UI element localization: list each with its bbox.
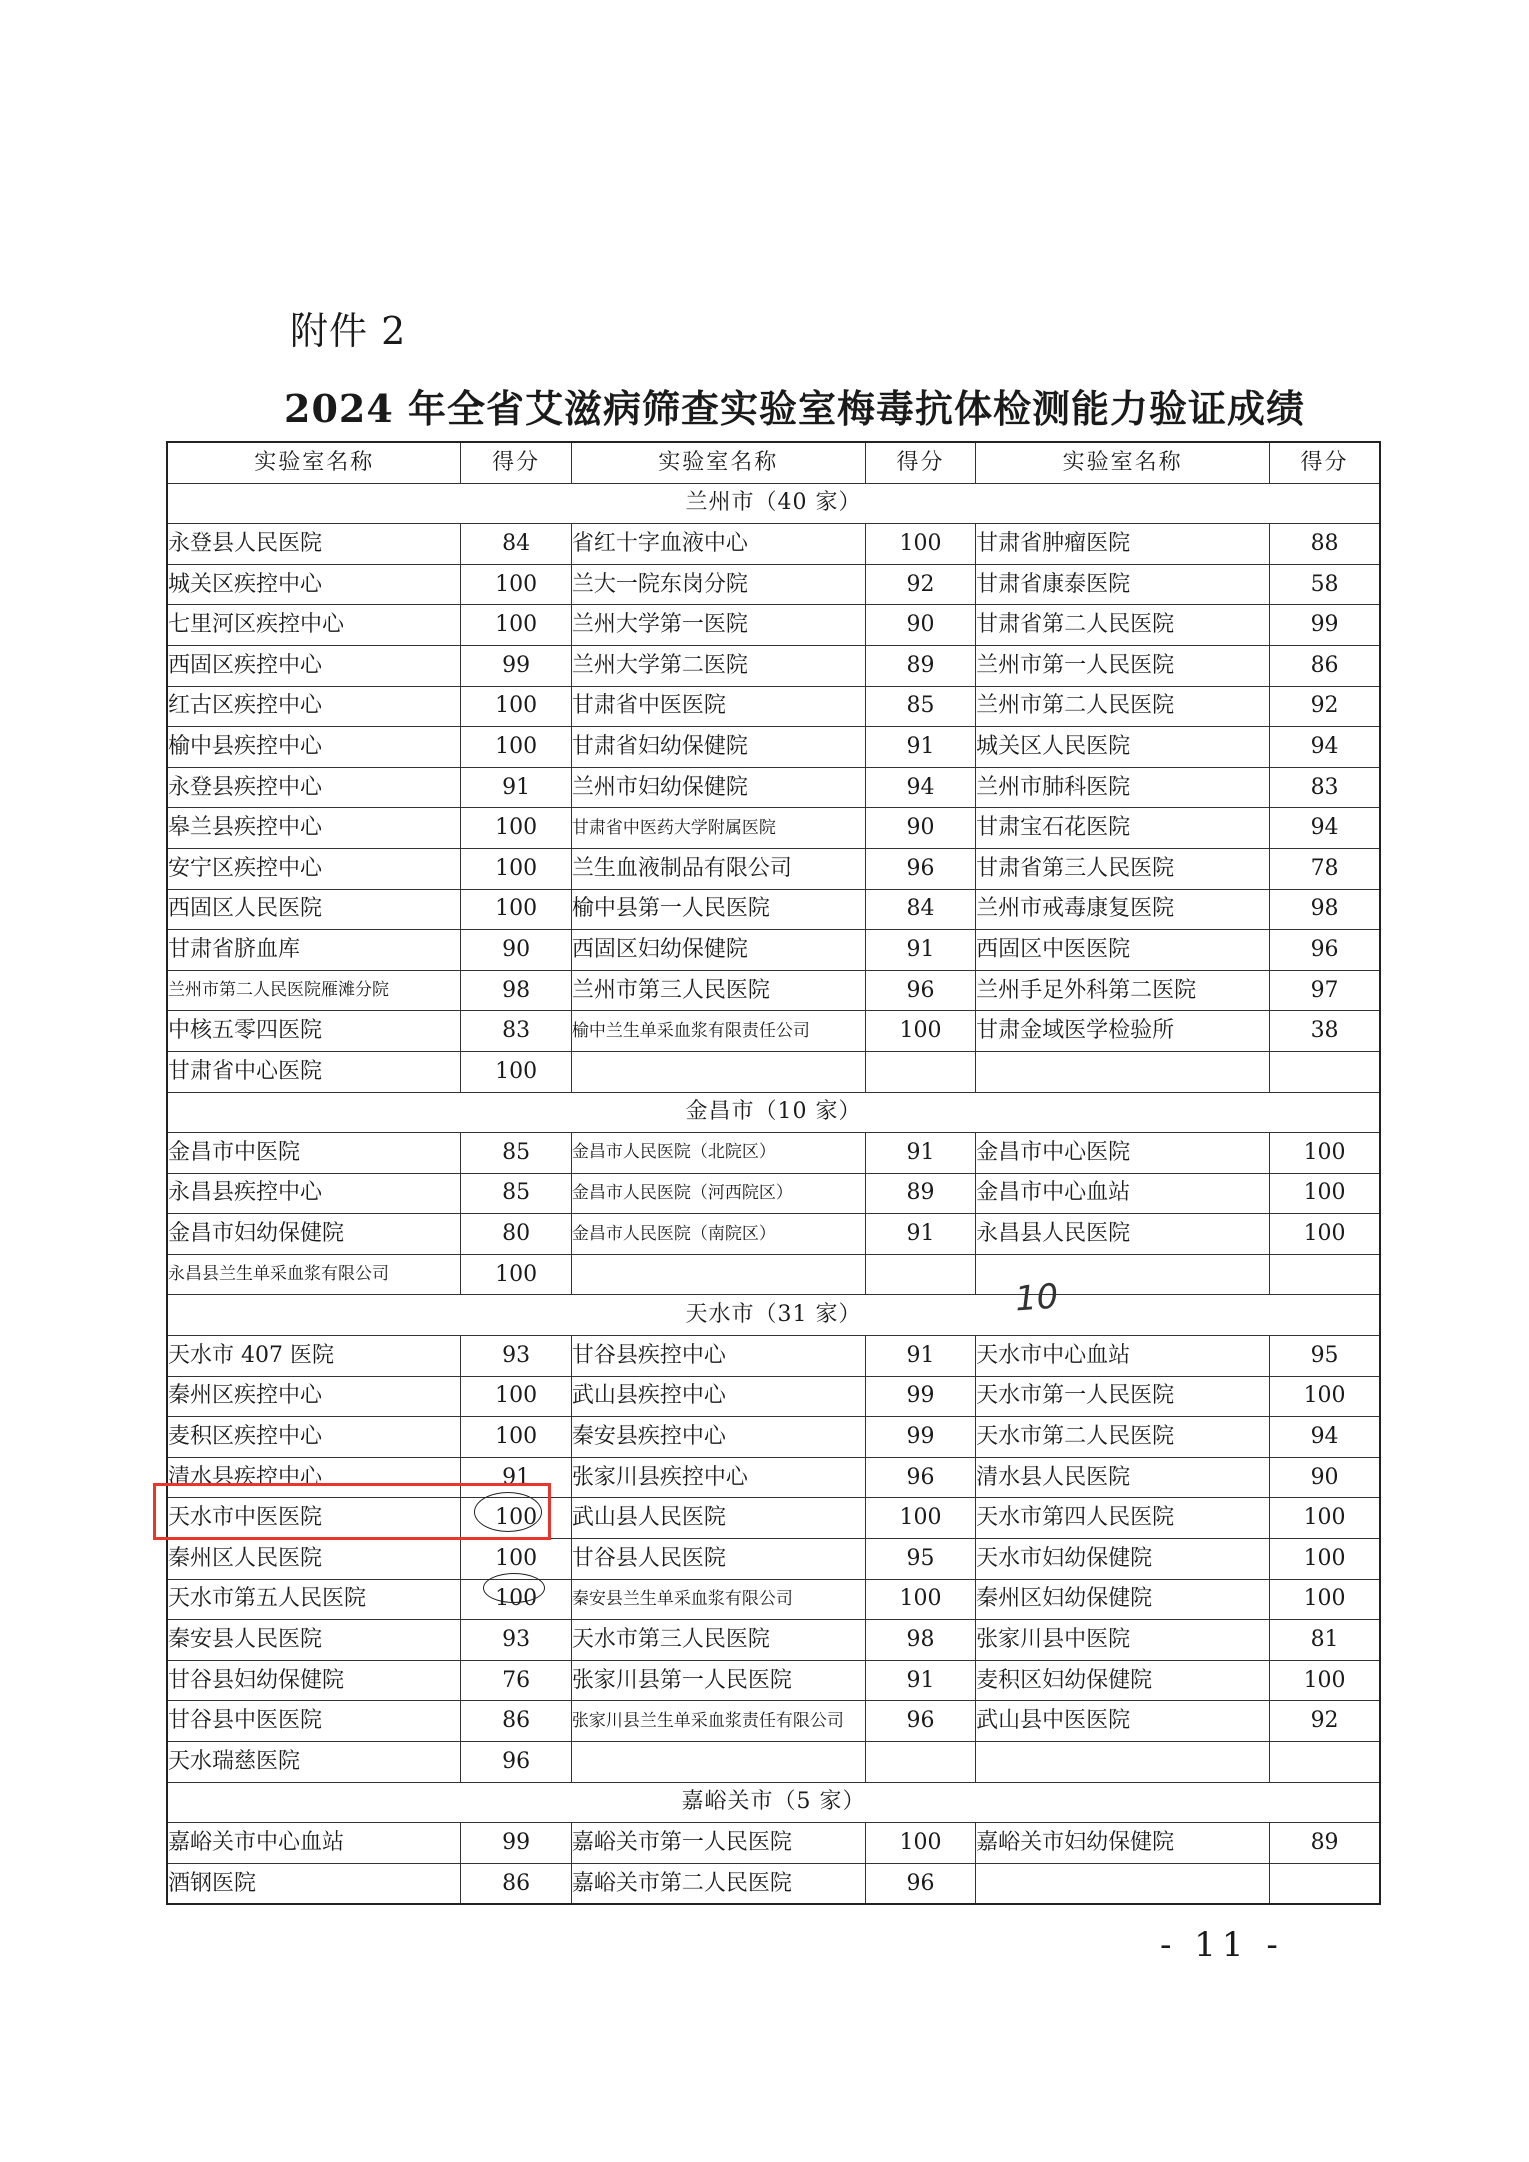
score-cell: 89 — [1270, 1823, 1380, 1864]
lab-name-cell: 天水市第一人民医院 — [976, 1376, 1270, 1417]
table-row — [167, 930, 1380, 971]
lab-name-cell: 甘肃省第三人民医院 — [976, 848, 1270, 889]
score-cell: 98 — [1270, 889, 1380, 930]
score-cell: 91 — [865, 1660, 975, 1701]
score-cell: 100 — [461, 686, 571, 727]
score-cell: 100 — [1270, 1498, 1380, 1539]
score-circle-mark — [474, 1492, 542, 1532]
score-cell: 100 — [1270, 1133, 1380, 1174]
table-row — [167, 1823, 1380, 1864]
score-cell: 100 — [461, 605, 571, 646]
score-cell: 92 — [1270, 686, 1380, 727]
score-cell: 96 — [865, 848, 975, 889]
lab-name-cell: 武山县人民医院 — [571, 1498, 865, 1539]
score-cell: 83 — [1270, 767, 1380, 808]
score-cell — [865, 1254, 975, 1295]
lab-name-cell: 安宁区疾控中心 — [167, 848, 461, 889]
score-cell — [1270, 1051, 1380, 1092]
table-row — [167, 1133, 1380, 1174]
lab-name-cell: 甘肃省中心医院 — [167, 1051, 461, 1092]
lab-name-cell: 兰州市妇幼保健院 — [571, 767, 865, 808]
score-cell: 100 — [461, 889, 571, 930]
score-cell: 98 — [461, 970, 571, 1011]
score-cell — [1270, 1742, 1380, 1783]
lab-name-cell: 酒钢医院 — [167, 1863, 461, 1904]
table-header-row — [167, 442, 1380, 483]
score-cell: 92 — [865, 564, 975, 605]
score-cell: 99 — [461, 645, 571, 686]
table-row — [167, 1254, 1380, 1295]
score-cell — [1270, 1254, 1380, 1295]
table-row — [167, 970, 1380, 1011]
score-cell: 96 — [865, 1701, 975, 1742]
lab-name-cell: 嘉峪关市中心血站 — [167, 1823, 461, 1864]
lab-name-cell: 天水瑞慈医院 — [167, 1742, 461, 1783]
score-cell: 85 — [461, 1133, 571, 1174]
score-cell: 99 — [1270, 605, 1380, 646]
score-cell: 100 — [461, 1417, 571, 1458]
lab-name-cell — [571, 1254, 865, 1295]
lab-name-cell: 天水市中医医院 — [167, 1498, 461, 1539]
lab-name-cell: 张家川县中医院 — [976, 1620, 1270, 1661]
document-title: 2024 年全省艾滋病筛查实验室梅毒抗体检测能力验证成绩 — [284, 386, 1305, 431]
score-cell: 98 — [865, 1620, 975, 1661]
lab-name-cell: 秦安县兰生单采血浆有限公司 — [571, 1579, 865, 1620]
attachment-label: 附件 2 — [290, 309, 407, 353]
lab-name-cell: 兰州大学第二医院 — [571, 645, 865, 686]
lab-name-cell: 金昌市人民医院（北院区） — [571, 1133, 865, 1174]
score-cell: 96 — [461, 1742, 571, 1783]
score-circle-mark — [483, 1573, 545, 1603]
lab-name-cell: 中核五零四医院 — [167, 1011, 461, 1052]
lab-name-cell: 永登县人民医院 — [167, 524, 461, 565]
lab-name-cell: 甘谷县人民医院 — [571, 1539, 865, 1580]
score-cell: 100 — [461, 808, 571, 849]
section-row — [167, 1092, 1380, 1133]
table-row — [167, 686, 1380, 727]
score-cell: 100 — [461, 1539, 571, 1580]
score-cell: 91 — [865, 930, 975, 971]
score-cell: 94 — [1270, 808, 1380, 849]
score-cell: 97 — [1270, 970, 1380, 1011]
lab-name-cell: 甘谷县中医医院 — [167, 1701, 461, 1742]
score-cell: 94 — [1270, 727, 1380, 768]
score-cell: 91 — [461, 1457, 571, 1498]
score-cell: 100 — [1270, 1376, 1380, 1417]
table-row — [167, 727, 1380, 768]
section-row — [167, 1295, 1380, 1336]
score-cell: 91 — [865, 727, 975, 768]
lab-name-cell: 西固区疾控中心 — [167, 645, 461, 686]
lab-name-cell: 兰州手足外科第二医院 — [976, 970, 1270, 1011]
score-cell: 58 — [1270, 564, 1380, 605]
lab-name-cell: 甘谷县妇幼保健院 — [167, 1660, 461, 1701]
score-cell: 38 — [1270, 1011, 1380, 1052]
section-title: 金昌市（10 家） — [167, 1092, 1380, 1133]
score-cell: 100 — [461, 1254, 571, 1295]
lab-name-cell: 天水市 407 医院 — [167, 1336, 461, 1377]
score-cell: 100 — [1270, 1660, 1380, 1701]
score-cell: 85 — [865, 686, 975, 727]
lab-name-cell: 西固区妇幼保健院 — [571, 930, 865, 971]
lab-name-cell — [976, 1051, 1270, 1092]
lab-name-cell: 甘肃省脐血库 — [167, 930, 461, 971]
section-title: 天水市（31 家） — [167, 1295, 1380, 1336]
lab-name-cell: 秦安县人民医院 — [167, 1620, 461, 1661]
lab-name-cell: 皋兰县疾控中心 — [167, 808, 461, 849]
lab-name-cell: 天水市第五人民医院 — [167, 1579, 461, 1620]
header-score: 得分 — [865, 442, 975, 483]
lab-name-cell: 甘肃宝石花医院 — [976, 808, 1270, 849]
header-score: 得分 — [1270, 442, 1380, 483]
score-cell: 92 — [1270, 1701, 1380, 1742]
table-row — [167, 1336, 1380, 1377]
lab-name-cell: 永昌县人民医院 — [976, 1214, 1270, 1255]
lab-name-cell: 秦州区妇幼保健院 — [976, 1579, 1270, 1620]
lab-name-cell: 清水县人民医院 — [976, 1457, 1270, 1498]
lab-name-cell: 嘉峪关市第一人民医院 — [571, 1823, 865, 1864]
lab-name-cell: 西固区中医医院 — [976, 930, 1270, 971]
table-row — [167, 848, 1380, 889]
score-cell: 93 — [461, 1620, 571, 1661]
lab-name-cell: 永昌县疾控中心 — [167, 1173, 461, 1214]
lab-name-cell: 天水市第三人民医院 — [571, 1620, 865, 1661]
scores-table — [166, 441, 1381, 1905]
score-cell: 100 — [461, 1376, 571, 1417]
lab-name-cell: 兰州市第三人民医院 — [571, 970, 865, 1011]
lab-name-cell: 金昌市妇幼保健院 — [167, 1214, 461, 1255]
lab-name-cell: 兰州市第二人民医院 — [976, 686, 1270, 727]
score-cell: 90 — [1270, 1457, 1380, 1498]
score-cell: 89 — [865, 1173, 975, 1214]
score-cell: 100 — [865, 1823, 975, 1864]
score-cell: 96 — [1270, 930, 1380, 971]
score-cell: 86 — [461, 1863, 571, 1904]
lab-name-cell — [571, 1051, 865, 1092]
table-row — [167, 605, 1380, 646]
header-score: 得分 — [461, 442, 571, 483]
table-row — [167, 1214, 1380, 1255]
table-row — [167, 1173, 1380, 1214]
score-cell: 81 — [1270, 1620, 1380, 1661]
lab-name-cell: 兰州大学第一医院 — [571, 605, 865, 646]
section-row — [167, 483, 1380, 524]
score-cell: 94 — [1270, 1417, 1380, 1458]
table-row — [167, 1011, 1380, 1052]
lab-name-cell: 张家川县兰生单采血浆责任有限公司 — [571, 1701, 865, 1742]
score-cell: 90 — [461, 930, 571, 971]
lab-name-cell: 天水市妇幼保健院 — [976, 1539, 1270, 1580]
table-row — [167, 1863, 1380, 1904]
lab-name-cell: 金昌市中医院 — [167, 1133, 461, 1174]
lab-name-cell: 秦安县疾控中心 — [571, 1417, 865, 1458]
lab-name-cell: 永昌县兰生单采血浆有限公司 — [167, 1254, 461, 1295]
lab-name-cell: 永登县疾控中心 — [167, 767, 461, 808]
table-row — [167, 524, 1380, 565]
score-cell: 90 — [865, 605, 975, 646]
lab-name-cell — [976, 1742, 1270, 1783]
lab-name-cell: 嘉峪关市第二人民医院 — [571, 1863, 865, 1904]
table-row — [167, 1579, 1380, 1620]
score-cell: 100 — [865, 1579, 975, 1620]
lab-name-cell: 甘肃省中医药大学附属医院 — [571, 808, 865, 849]
score-cell: 99 — [865, 1376, 975, 1417]
table-body — [167, 483, 1380, 1904]
section-title: 嘉峪关市（5 家） — [167, 1782, 1380, 1823]
lab-name-cell: 甘肃省第二人民医院 — [976, 605, 1270, 646]
table-row — [167, 1051, 1380, 1092]
score-cell: 100 — [865, 1011, 975, 1052]
page-number: - 11 - — [1160, 1925, 1284, 1965]
handwritten-note: 10 — [1013, 1276, 1060, 1320]
lab-name-cell — [976, 1863, 1270, 1904]
score-cell: 86 — [461, 1701, 571, 1742]
lab-name-cell: 清水县疾控中心 — [167, 1457, 461, 1498]
score-cell: 99 — [461, 1823, 571, 1864]
score-cell: 100 — [461, 848, 571, 889]
table-row — [167, 1376, 1380, 1417]
lab-name-cell: 金昌市人民医院（南院区） — [571, 1214, 865, 1255]
table-row — [167, 1660, 1380, 1701]
lab-name-cell: 兰州市戒毒康复医院 — [976, 889, 1270, 930]
lab-name-cell: 张家川县疾控中心 — [571, 1457, 865, 1498]
lab-name-cell: 兰生血液制品有限公司 — [571, 848, 865, 889]
lab-name-cell: 嘉峪关市妇幼保健院 — [976, 1823, 1270, 1864]
score-cell: 84 — [865, 889, 975, 930]
table-row — [167, 1620, 1380, 1661]
score-cell: 100 — [1270, 1173, 1380, 1214]
score-cell: 100 — [461, 1051, 571, 1092]
score-cell: 99 — [865, 1417, 975, 1458]
lab-name-cell: 张家川县第一人民医院 — [571, 1660, 865, 1701]
lab-name-cell: 甘肃省肿瘤医院 — [976, 524, 1270, 565]
score-cell: 95 — [865, 1539, 975, 1580]
lab-name-cell: 金昌市人民医院（河西院区） — [571, 1173, 865, 1214]
table-row — [167, 808, 1380, 849]
table-row — [167, 564, 1380, 605]
lab-name-cell: 七里河区疾控中心 — [167, 605, 461, 646]
section-title: 兰州市（40 家） — [167, 483, 1380, 524]
lab-name-cell — [571, 1742, 865, 1783]
score-cell: 100 — [461, 1579, 571, 1620]
lab-name-cell: 天水市中心血站 — [976, 1336, 1270, 1377]
score-cell: 96 — [865, 1457, 975, 1498]
lab-name-cell: 城关区人民医院 — [976, 727, 1270, 768]
score-cell: 100 — [865, 1498, 975, 1539]
score-cell: 93 — [461, 1336, 571, 1377]
lab-name-cell: 武山县中医医院 — [976, 1701, 1270, 1742]
header-lab-name: 实验室名称 — [976, 442, 1270, 483]
score-cell: 100 — [461, 564, 571, 605]
lab-name-cell: 榆中兰生单采血浆有限责任公司 — [571, 1011, 865, 1052]
score-cell: 95 — [1270, 1336, 1380, 1377]
score-cell: 96 — [865, 970, 975, 1011]
lab-name-cell: 榆中县疾控中心 — [167, 727, 461, 768]
lab-name-cell: 甘肃省妇幼保健院 — [571, 727, 865, 768]
lab-name-cell: 秦州区人民医院 — [167, 1539, 461, 1580]
lab-name-cell: 甘肃省康泰医院 — [976, 564, 1270, 605]
score-cell: 100 — [461, 1498, 571, 1539]
lab-name-cell: 城关区疾控中心 — [167, 564, 461, 605]
lab-name-cell: 兰州市第二人民医院雁滩分院 — [167, 970, 461, 1011]
section-row — [167, 1782, 1380, 1823]
score-cell: 89 — [865, 645, 975, 686]
lab-name-cell: 甘肃省中医医院 — [571, 686, 865, 727]
table-row — [167, 1701, 1380, 1742]
lab-name-cell: 甘谷县疾控中心 — [571, 1336, 865, 1377]
lab-name-cell: 金昌市中心医院 — [976, 1133, 1270, 1174]
lab-name-cell: 兰州市肺科医院 — [976, 767, 1270, 808]
score-cell: 96 — [865, 1863, 975, 1904]
score-cell — [865, 1742, 975, 1783]
score-cell: 90 — [865, 808, 975, 849]
score-cell: 91 — [461, 767, 571, 808]
score-cell: 100 — [461, 727, 571, 768]
lab-name-cell: 榆中县第一人民医院 — [571, 889, 865, 930]
score-cell: 86 — [1270, 645, 1380, 686]
table-row — [167, 1417, 1380, 1458]
header-lab-name: 实验室名称 — [571, 442, 865, 483]
lab-name-cell: 麦积区疾控中心 — [167, 1417, 461, 1458]
table-row — [167, 1742, 1380, 1783]
score-cell: 100 — [1270, 1214, 1380, 1255]
table-row — [167, 1539, 1380, 1580]
lab-name-cell: 兰大一院东岗分院 — [571, 564, 865, 605]
lab-name-cell: 西固区人民医院 — [167, 889, 461, 930]
lab-name-cell: 天水市第二人民医院 — [976, 1417, 1270, 1458]
score-cell: 78 — [1270, 848, 1380, 889]
table-row — [167, 645, 1380, 686]
score-cell: 80 — [461, 1214, 571, 1255]
score-cell: 100 — [865, 524, 975, 565]
score-cell — [1270, 1863, 1380, 1904]
lab-name-cell: 金昌市中心血站 — [976, 1173, 1270, 1214]
lab-name-cell: 红古区疾控中心 — [167, 686, 461, 727]
score-cell: 100 — [1270, 1579, 1380, 1620]
header-lab-name: 实验室名称 — [167, 442, 461, 483]
lab-name-cell: 天水市第四人民医院 — [976, 1498, 1270, 1539]
score-cell: 91 — [865, 1336, 975, 1377]
score-cell — [865, 1051, 975, 1092]
score-cell: 85 — [461, 1173, 571, 1214]
score-cell: 100 — [1270, 1539, 1380, 1580]
score-cell: 94 — [865, 767, 975, 808]
score-cell: 88 — [1270, 524, 1380, 565]
score-cell: 83 — [461, 1011, 571, 1052]
score-cell: 91 — [865, 1214, 975, 1255]
table-row — [167, 767, 1380, 808]
lab-name-cell: 兰州市第一人民医院 — [976, 645, 1270, 686]
lab-name-cell: 麦积区妇幼保健院 — [976, 1660, 1270, 1701]
score-cell: 76 — [461, 1660, 571, 1701]
lab-name-cell: 秦州区疾控中心 — [167, 1376, 461, 1417]
lab-name-cell: 甘肃金域医学检验所 — [976, 1011, 1270, 1052]
lab-name-cell: 武山县疾控中心 — [571, 1376, 865, 1417]
score-cell: 91 — [865, 1133, 975, 1174]
table-row — [167, 889, 1380, 930]
score-cell: 84 — [461, 524, 571, 565]
lab-name-cell: 省红十字血液中心 — [571, 524, 865, 565]
